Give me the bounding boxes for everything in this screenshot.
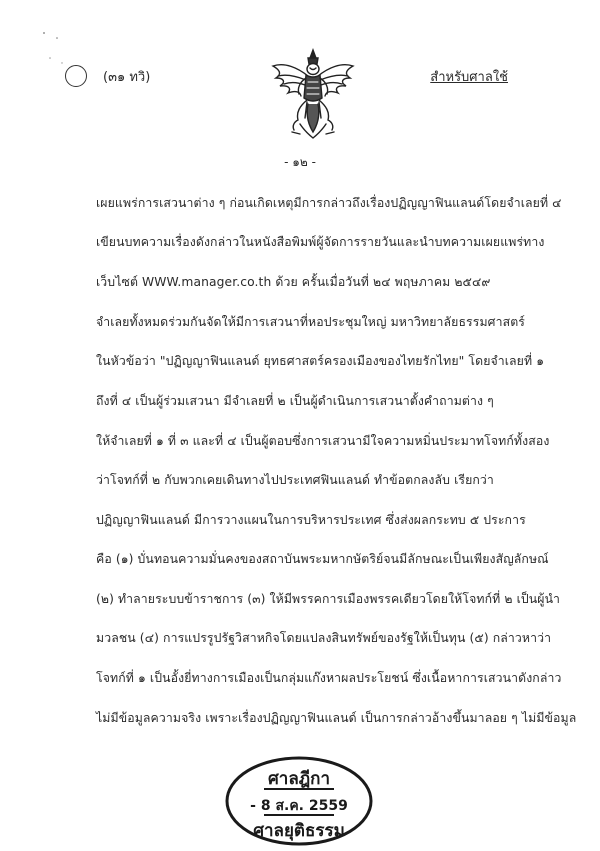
stamp-office-name: ศาลยุติธรรม [253, 821, 345, 841]
form-circle-mark [65, 65, 87, 87]
stamp-court-name: ศาลฎีกา [267, 769, 330, 789]
body-line-3: เว็บไซต์ WWW.manager.co.th ด้วย ครั้นเมื่อวันที่ ๒๔ พฤษภาคม ๒๕๔๙ [96, 275, 491, 289]
body-line-7: ให้จำเลยที่ ๑ ที่ ๓ และที่ ๔ เป็นผู้ตอบซึ่งการเสวนามีใจความหมิ่นประมาทโจทก์ทั้งสอง [96, 434, 550, 448]
body-line-13: โจทก์ที่ ๑ เป็นอั้งยี่ทางการเมืองเป็นกลุ่มแก๊งหาผลประโยชน์ ซึ่งเนื้อหาการเสวนาดังกล่าว [96, 671, 562, 685]
body-line-10: คือ (๑) บั่นทอนความมั่นคงของสถาบันพระมหากษัตริย์จนมีลักษณะเป็นเพียงสัญลักษณ์ [96, 552, 549, 566]
body-line-11: (๒) ทำลายระบบข้าราชการ (๓) ให้มีพรรคการเมืองพรรคเดียวโดยให้โจทก์ที่ ๒ เป็นผู้นำ [96, 592, 561, 606]
body-line-1: เผยแพร่การเสวนาต่าง ๆ ก่อนเกิดเหตุมีการกล่าวถึงเรื่องปฏิญญาฟินแลนด์โดยจำเลยที่ ๔ [96, 196, 562, 210]
form-number: (๓๑ ทวิ) [103, 70, 151, 85]
garuda-emblem-icon [270, 48, 356, 143]
body-line-12: มวลชน (๔) การแปรรูปรัฐวิสาหกิจโดยแปลงสินทรัพย์ของรัฐให้เป็นทุน (๕) กล่าวหาว่า [96, 631, 552, 645]
body-line-5: ในหัวข้อว่า "ปฏิญญาฟินแลนด์ ยุทธศาสตร์ครองเมืองของไทยรักไทย" โดยจำเลยที่ ๑ [96, 354, 545, 368]
body-line-14: ไม่มีข้อมูลความจริง เพราะเรื่องปฏิญญาฟินแลนด์ เป็นการกล่าวอ้างขึ้นมาลอย ๆ ไม่มีข้อมูล [96, 711, 577, 725]
body-line-8: ว่าโจทก์ที่ ๒ กับพวกเคยเดินทางไปประเทศฟินแลนด์ ทำข้อตกลงลับ เรียกว่า [96, 473, 494, 487]
scan-speck-marks [40, 30, 70, 70]
court-date-stamp [224, 755, 374, 847]
stamp-date: - 8 ส.ค. 2559 [250, 798, 348, 814]
body-line-4: จำเลยทั้งหมดร่วมกันจัดให้มีการเสวนาที่หอประชุมใหญ่ มหาวิทยาลัยธรรมศาสตร์ [96, 315, 525, 329]
body-line-9: ปฏิญญาฟินแลนด์ มีการวางแผนในการบริหารประเทศ ซึ่งส่งผลกระทบ ๕ ประการ [96, 513, 526, 527]
body-line-6: ถึงที่ ๔ เป็นผู้ร่วมเสวนา มีจำเลยที่ ๒ เป็นผู้ดำเนินการเสวนาตั้งคำถามต่าง ๆ [96, 394, 494, 408]
court-use-label: สำหรับศาลใช้ [430, 70, 508, 85]
body-line-2: เขียนบทความเรื่องดังกล่าวในหนังสือพิมพ์ผู้จัดการรายวันและนำบทความเผยแพร่ทาง [96, 235, 545, 249]
page-number: - ๑๒ - [284, 155, 316, 169]
